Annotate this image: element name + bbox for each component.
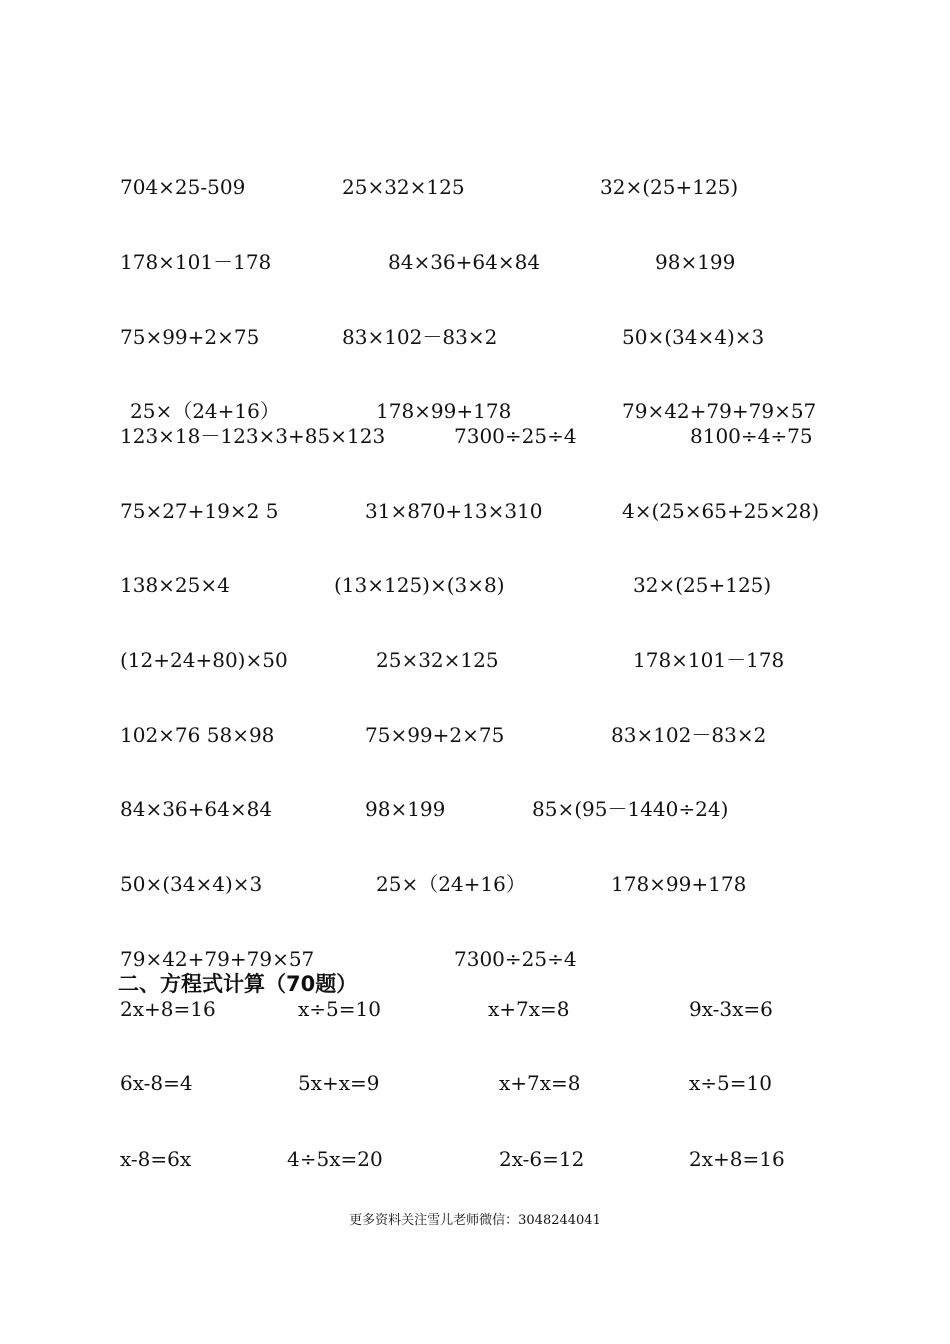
expression: 75×99+2×75 [120,325,260,349]
equation: x+7x=8 [499,1071,581,1095]
expression: 50×(34×4)×3 [622,325,765,349]
footer-note: 更多资料关注雪儿老师微信：3048244041 [349,1213,601,1228]
expression: 98×199 [655,250,736,274]
expression: 25×32×125 [342,175,465,199]
equation: x÷5=10 [298,997,381,1021]
expression: 7300÷25÷4 [454,424,577,448]
expression: 31×870+13×310 [365,499,543,523]
expression: 4×(25×65+25×28) [622,499,820,523]
expression: 138×25×4 [120,573,230,597]
section-heading: 二、方程式计算（70题） [118,972,358,996]
equation: 2x+8=16 [689,1147,785,1171]
equation: 9x-3x=6 [689,997,773,1021]
equation: x÷5=10 [689,1071,772,1095]
expression: 25×32×125 [376,648,499,672]
expression: 123×18－123×3+85×123 [120,424,386,448]
expression: (12+24+80)×50 [120,648,288,672]
expression: 85×(95－1440÷24) [532,797,729,821]
expression: 178×101－178 [633,648,785,672]
expression: 83×102－83×2 [611,723,767,747]
equation: 2x+8=16 [120,997,216,1021]
equation: 5x+x=9 [298,1071,380,1095]
expression: 83×102－83×2 [342,325,498,349]
expression: 84×36+64×84 [120,797,273,821]
expression: 178×99+178 [376,399,512,423]
expression: 32×(25+125) [633,573,772,597]
equation: x-8=6x [120,1147,192,1171]
equation: 6x-8=4 [120,1071,193,1095]
expression: 79×42+79+79×57 [622,399,817,423]
expression: 79×42+79+79×57 [120,947,315,971]
expression: 75×99+2×75 [365,723,505,747]
expression: 102×76 58×98 [120,723,275,747]
expression: (13×125)×(3×8) [334,573,505,597]
equation: 4÷5x=20 [287,1147,383,1171]
equation: 2x-6=12 [499,1147,585,1171]
expression: 50×(34×4)×3 [120,872,263,896]
expression: 178×101－178 [120,250,272,274]
expression: 7300÷25÷4 [454,947,577,971]
expression: 704×25-509 [120,175,246,199]
expression: 84×36+64×84 [388,250,541,274]
equation: x+7x=8 [488,997,570,1021]
expression: 98×199 [365,797,446,821]
expression: 25×（24+16） [376,872,526,896]
expression: 75×27+19×2 5 [120,499,279,523]
expression: 25×（24+16） [130,399,280,423]
expression: 178×99+178 [611,872,747,896]
expression: 8100÷4÷75 [690,424,813,448]
expression: 32×(25+125) [600,175,739,199]
